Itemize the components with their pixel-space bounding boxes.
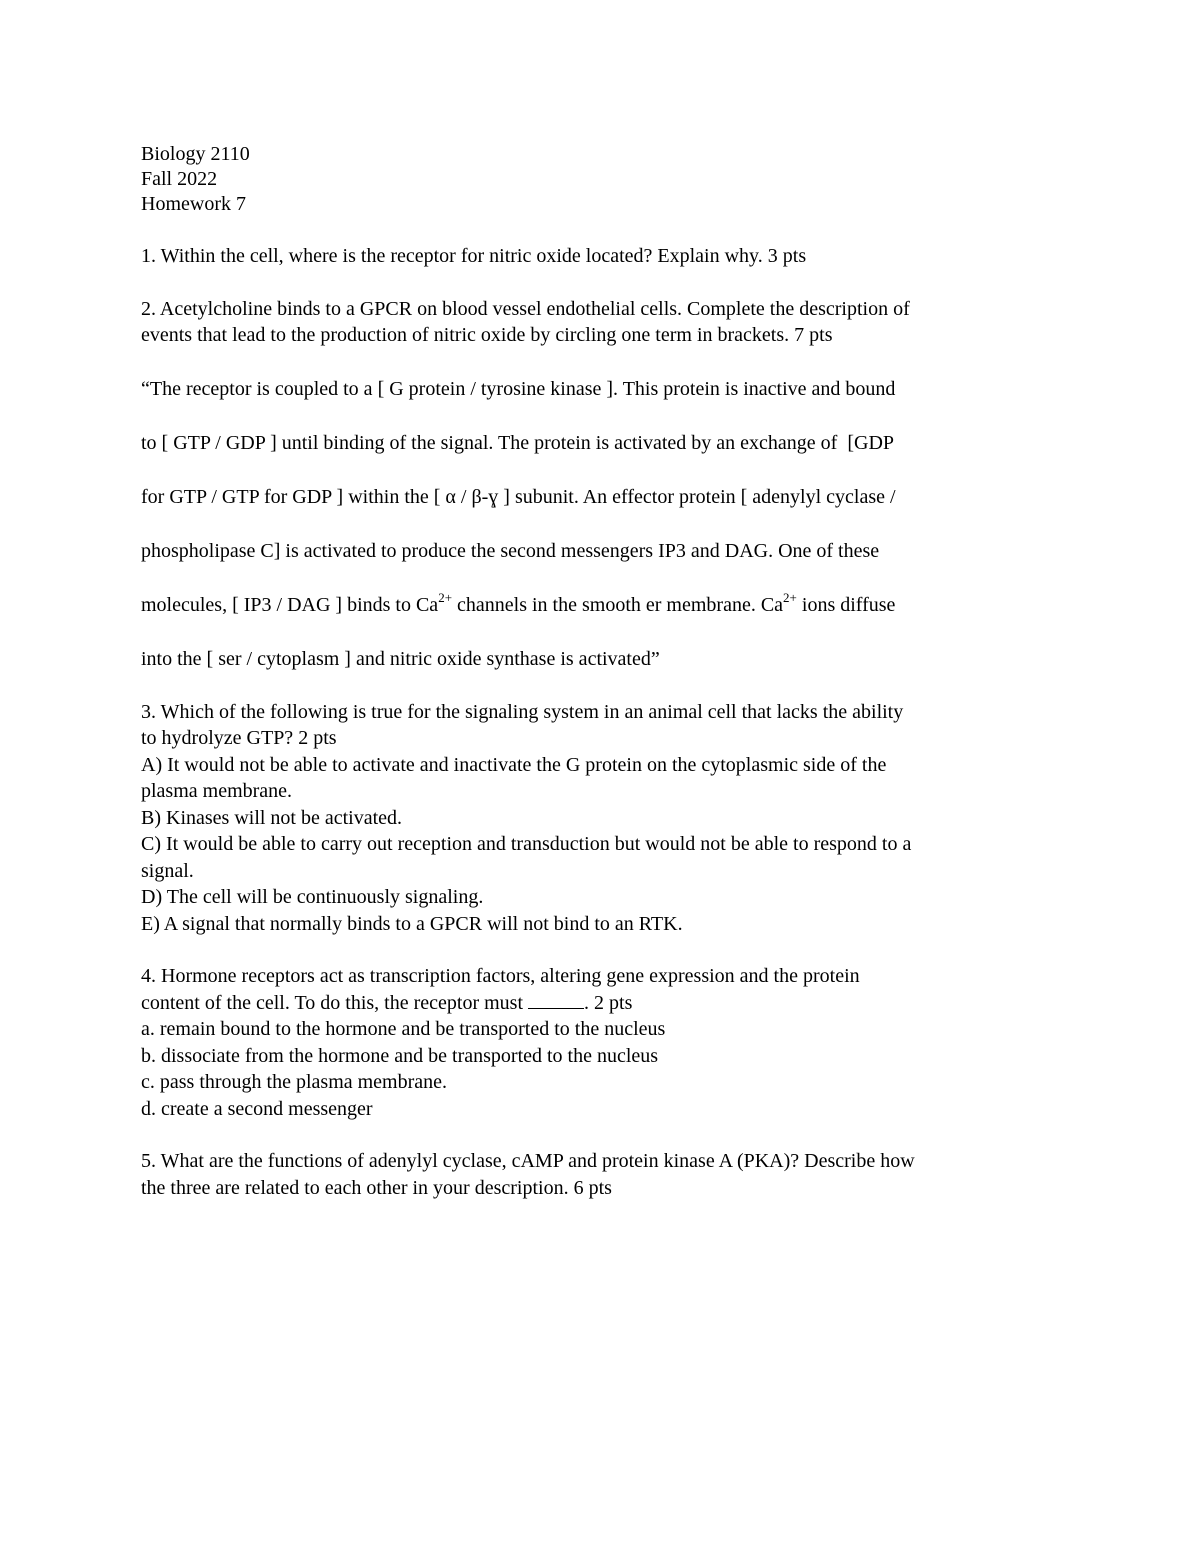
question-4-line-2-part-a: content of the cell. To do this, the receptor must	[141, 991, 529, 1014]
option-a: a. remain bound to the hormone and be transported to the nucleus	[141, 1018, 666, 1040]
fill-in-line-4: phospholipase C] is activated to produce the second messengers IP3 and DAG. One of these	[141, 539, 880, 562]
option-d: d. create a second messenger	[141, 1097, 373, 1120]
question-4-line-2-part-b: . 2 pts	[584, 991, 633, 1014]
question-5-line-2: the three are related to each other in your description. 6 pts	[141, 1176, 612, 1199]
question-4-line-1: 4. Hormone receptors act as transcription factors, altering gene expression and the protein	[141, 965, 860, 987]
option-c-line-1: C) It would be able to carry out reception and transduction but would not be able to respond to a	[141, 833, 912, 855]
question-2	[141, 296, 1081, 673]
homework-page	[141, 142, 1081, 1201]
option-b: b. dissociate from the hormone and be transported to the nucleus	[141, 1044, 659, 1067]
option-d: D) The cell will be continuously signaling.	[141, 886, 484, 908]
option-e: E) A signal that normally binds to a GPCR will not bind to an RTK.	[141, 912, 683, 935]
question-1-text: 1. Within the cell, where is the receptor for nitric oxide located? Explain why. 3 pts	[141, 245, 807, 267]
option-b: B) Kinases will not be activated.	[141, 806, 403, 829]
option-a-line-1: A) It would not be able to activate and inactivate the G protein on the cytoplasmic side of the	[141, 753, 887, 776]
question-2-line-2: events that lead to the production of nitric oxide by circling one term in brackets. 7 pts	[141, 324, 833, 346]
question-5-line-1: 5. What are the functions of adenylyl cyclase, cAMP and protein kinase A (PKA)? Describe how	[141, 1150, 915, 1172]
document-header	[141, 142, 1081, 217]
question-4	[141, 963, 1081, 1122]
fill-in-line-3: for GTP / GTP for GDP ] within the [ α / β-ɣ ] subunit. An effector protein [ adenylyl cyclase /	[141, 485, 896, 508]
question-5	[141, 1148, 1081, 1201]
fill-in-line-2: to [ GTP / GDP ] until binding of the signal. The protein is activated by an exchange of [GDP	[141, 431, 895, 454]
course-name: Biology 2110	[141, 143, 250, 165]
assignment-title: Homework 7	[141, 193, 246, 215]
calcium-charge-1: 2+	[438, 589, 453, 605]
fill-in-line-1: “The receptor is coupled to a [ G protein / tyrosine kinase ]. This protein is inactive and bound	[141, 377, 896, 400]
question-2-line-1: 2. Acetylcholine binds to a GPCR on blood vessel endothelial cells. Complete the description of	[141, 297, 910, 320]
fill-in-line-5-part-c: ions diffuse	[796, 593, 896, 616]
question-3-line-2: to hydrolyze GTP? 2 pts	[141, 727, 337, 749]
question-3-line-1: 3. Which of the following is true for the signaling system in an animal cell that lacks the ability	[141, 700, 904, 723]
option-a-line-2: plasma membrane.	[141, 780, 293, 802]
fill-in-line-5-part-b: channels in the smooth er membrane. Ca	[452, 593, 784, 616]
question-4-line-2	[141, 990, 1081, 1017]
option-c: c. pass through the plasma membrane.	[141, 1071, 448, 1093]
answer-blank	[528, 990, 584, 1009]
fill-in-line-5-part-a: molecules, [ IP3 / DAG ] binds to Ca	[141, 593, 439, 616]
fill-in-line-6: into the [ ser / cytoplasm ] and nitric oxide synthase is activated”	[141, 647, 660, 670]
calcium-charge-2: 2+	[783, 589, 797, 605]
question-3	[141, 699, 1081, 938]
fill-in-line-5	[141, 589, 1081, 619]
option-c-line-2: signal.	[141, 859, 194, 882]
term: Fall 2022	[141, 168, 218, 190]
question-1	[141, 243, 1081, 270]
